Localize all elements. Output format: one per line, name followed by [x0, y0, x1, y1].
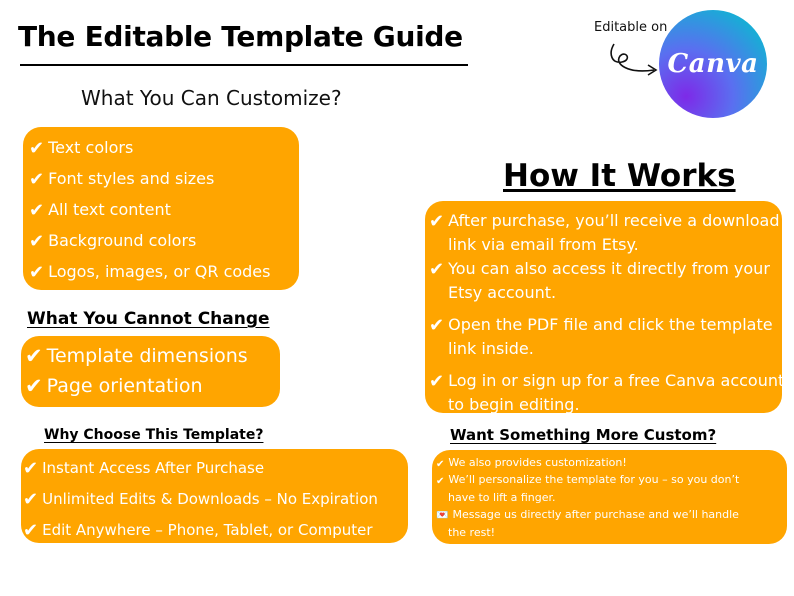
- check-icon: ✔: [29, 200, 45, 221]
- list-item: ✔ After purchase, you’ll receive a download link via email from Etsy.: [429, 211, 780, 254]
- how-box: [425, 201, 785, 414]
- check-icon: ✔: [429, 315, 445, 336]
- check-icon: ✔: [29, 138, 45, 159]
- list-item: 💌 Message us directly after purchase and we’ll handle the rest!: [436, 508, 739, 539]
- curved-arrow-icon: [606, 40, 662, 80]
- check-icon: ✔: [23, 520, 39, 541]
- list-item: ✔ Instant Access After Purchase: [23, 458, 265, 479]
- badge-caption: Editable on: [594, 20, 668, 35]
- check-icon: ✔: [429, 211, 445, 232]
- list-item: ✔ Edit Anywhere – Phone, Tablet, or Computer: [23, 520, 373, 541]
- page-subtitle: What You Can Customize?: [81, 86, 342, 110]
- check-icon: ✔: [29, 231, 45, 252]
- check-icon: ✔: [23, 489, 39, 510]
- check-icon: ✔: [23, 458, 39, 479]
- cannot-box: [21, 336, 280, 407]
- check-icon: ✔: [429, 371, 445, 392]
- list-item: ✔ Font styles and sizes: [29, 169, 215, 190]
- check-icon: ✔: [25, 374, 43, 398]
- custom-box: [432, 450, 787, 544]
- check-icon: ✔: [25, 344, 43, 368]
- list-item: ✔ We also provides customization!: [436, 454, 627, 472]
- canva-logo-text: Canva: [667, 49, 759, 79]
- check-icon: ✔: [29, 262, 45, 283]
- list-item: ✔ Text colors: [29, 138, 134, 159]
- list-item: ✔ Template dimensions: [25, 344, 248, 368]
- check-icon: ✔: [436, 476, 445, 487]
- list-item: ✔ Logos, images, or QR codes: [29, 262, 271, 283]
- page-title: The Editable Template Guide: [18, 20, 463, 53]
- list-item: ✔ All text content: [29, 200, 171, 221]
- title-underline: [20, 64, 468, 66]
- check-icon: ✔: [429, 259, 445, 280]
- check-icon: ✔: [29, 169, 45, 190]
- list-item: ✔ Background colors: [29, 231, 197, 252]
- why-box: [21, 449, 408, 543]
- list-item: ✔ Unlimited Edits & Downloads – No Expiration: [23, 489, 378, 510]
- list-item: ✔ Page orientation: [25, 374, 203, 398]
- check-icon: ✔: [436, 459, 445, 470]
- cannot-heading: What You Cannot Change: [27, 309, 270, 329]
- customize-box: [23, 127, 299, 290]
- list-item: ✔ Open the PDF file and click the template link inside.: [429, 315, 773, 358]
- canva-logo: [659, 10, 767, 118]
- list-item: ✔ We’ll personalize the template for you – so you don’t have to lift a finger.: [436, 473, 740, 504]
- list-item: ✔ Log in or sign up for a free Canva account to begin editing.: [429, 371, 785, 414]
- list-item: ✔ You can also access it directly from your Etsy account.: [429, 259, 770, 302]
- why-heading: Why Choose This Template?: [44, 427, 264, 443]
- custom-heading: Want Something More Custom?: [450, 426, 717, 444]
- envelope-icon: 💌: [436, 510, 449, 521]
- how-heading: How It Works: [503, 158, 736, 194]
